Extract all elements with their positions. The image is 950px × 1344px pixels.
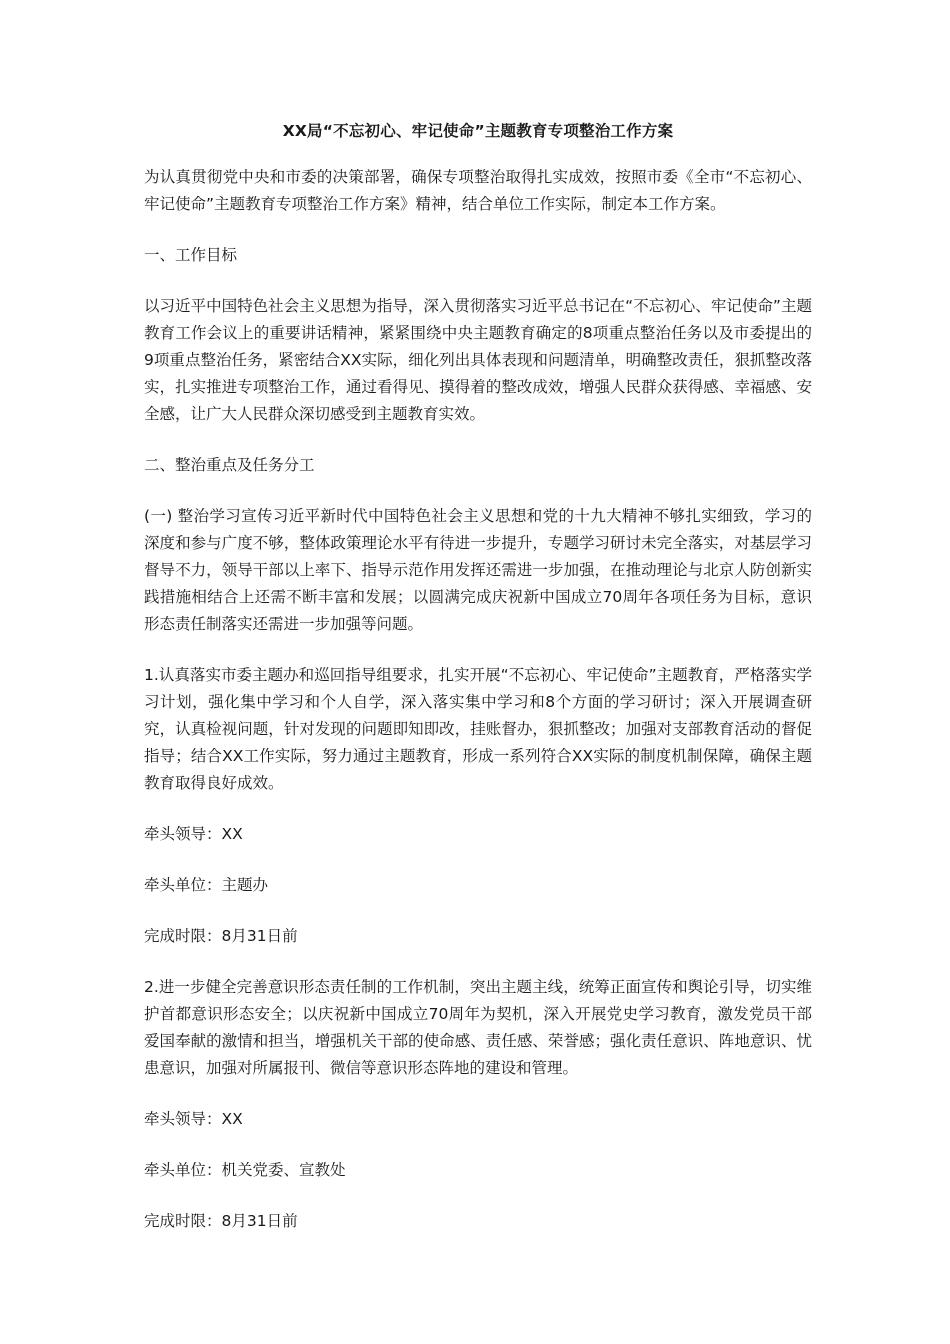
document-page — [144, 118, 812, 1259]
lead-label: 牵头领导： — [144, 1110, 222, 1128]
task-2-deadline — [144, 1208, 812, 1235]
lead-value: XX — [221, 825, 243, 843]
section-1-heading: 一、工作目标 — [144, 246, 238, 264]
task-2-lead — [144, 1106, 812, 1133]
deadline-label: 完成时限： — [144, 1212, 222, 1230]
unit-value: 机关党委、宣教处 — [221, 1161, 346, 1179]
lead-label: 牵头领导： — [144, 825, 222, 843]
lead-value: XX — [221, 1110, 243, 1128]
section-2-heading: 二、整治重点及任务分工 — [144, 456, 315, 474]
document-title: XX局“不忘初心、牢记使命”主题教育专项整治工作方案 — [282, 122, 674, 140]
section-1-body: 以习近平中国特色社会主义思想为指导，深入贯彻落实习近平总书记在“不忘初心、牢记使命”主题教育工作会议上的重要讲话精神，紧紧围绕中央主题教育确定的8项重点整治任务以及市委提出的9项重点整治任务，紧密结合XX实际，细化列出具体表现和问题清单，明确整改责任，狠抓整改落实，扎实推进专项整治工作，通过看得见、摸得着的整改成效，增强人民群众获得感、幸福感、安全感，让广大人民群众深切感受到主题教育实效。 — [144, 297, 812, 423]
task-1-unit — [144, 872, 812, 899]
unit-value: 主题办 — [221, 876, 269, 894]
task-1-paragraph: 1.认真落实市委主题办和巡回指导组要求，扎实开展“不忘初心、牢记使命”主题教育，严格落实学习计划，强化集中学习和个人自学，深入落实集中学习和8个方面的学习研讨；深入开展调查研究，认真检视问题，针对发现的问题即知即改，挂账督办，狠抓整改；加强对支部教育活动的督促指导；结合XX工作实际，努力通过主题教育，形成一系列符合XX实际的制度机制保障，确保主题教育取得良好成效。 — [144, 666, 812, 792]
task-1-lead — [144, 821, 812, 848]
deadline-label: 完成时限： — [144, 927, 222, 945]
task-2-paragraph: 2.进一步健全完善意识形态责任制的工作机制，突出主题主线，统筹正面宣传和舆论引导，切实维护首都意识形态安全；以庆祝新中国成立70周年为契机，深入开展党史学习教育，激发党员干部爱国奉献的激情和担当，增强机关干部的使命感、责任感、荣誉感；强化责任意识、阵地意识、忧患意识，加强对所属报刊、微信等意识形态阵地的建设和管理。 — [144, 978, 812, 1077]
unit-label: 牵头单位： — [144, 1161, 222, 1179]
deadline-value: 8月31日前 — [221, 1212, 298, 1230]
task-1-deadline — [144, 923, 812, 950]
deadline-value: 8月31日前 — [221, 927, 298, 945]
unit-label: 牵头单位： — [144, 876, 222, 894]
subsection-1-paragraph: (一) 整治学习宣传习近平新时代中国特色社会主义思想和党的十九大精神不够扎实细致，学习的深度和参与广度不够，整体政策理论水平有待进一步提升，专题学习研讨未完全落实，对基层学习督导不力，领导干部以上率下、指导示范作用发挥还需进一步加强，在推动理论与北京人防创新实践措施相结合上还需不断丰富和发展；以圆满完成庆祝新中国成立70周年各项任务为目标，意识形态责任制落实还需进一步加强等问题。 — [144, 507, 812, 633]
task-2-unit — [144, 1157, 812, 1184]
intro-paragraph: 为认真贯彻党中央和市委的决策部署，确保专项整治取得扎实成效，按照市委《全市“不忘初心、牢记使命”主题教育专项整治工作方案》精神，结合单位工作实际，制定本工作方案。 — [144, 168, 812, 213]
